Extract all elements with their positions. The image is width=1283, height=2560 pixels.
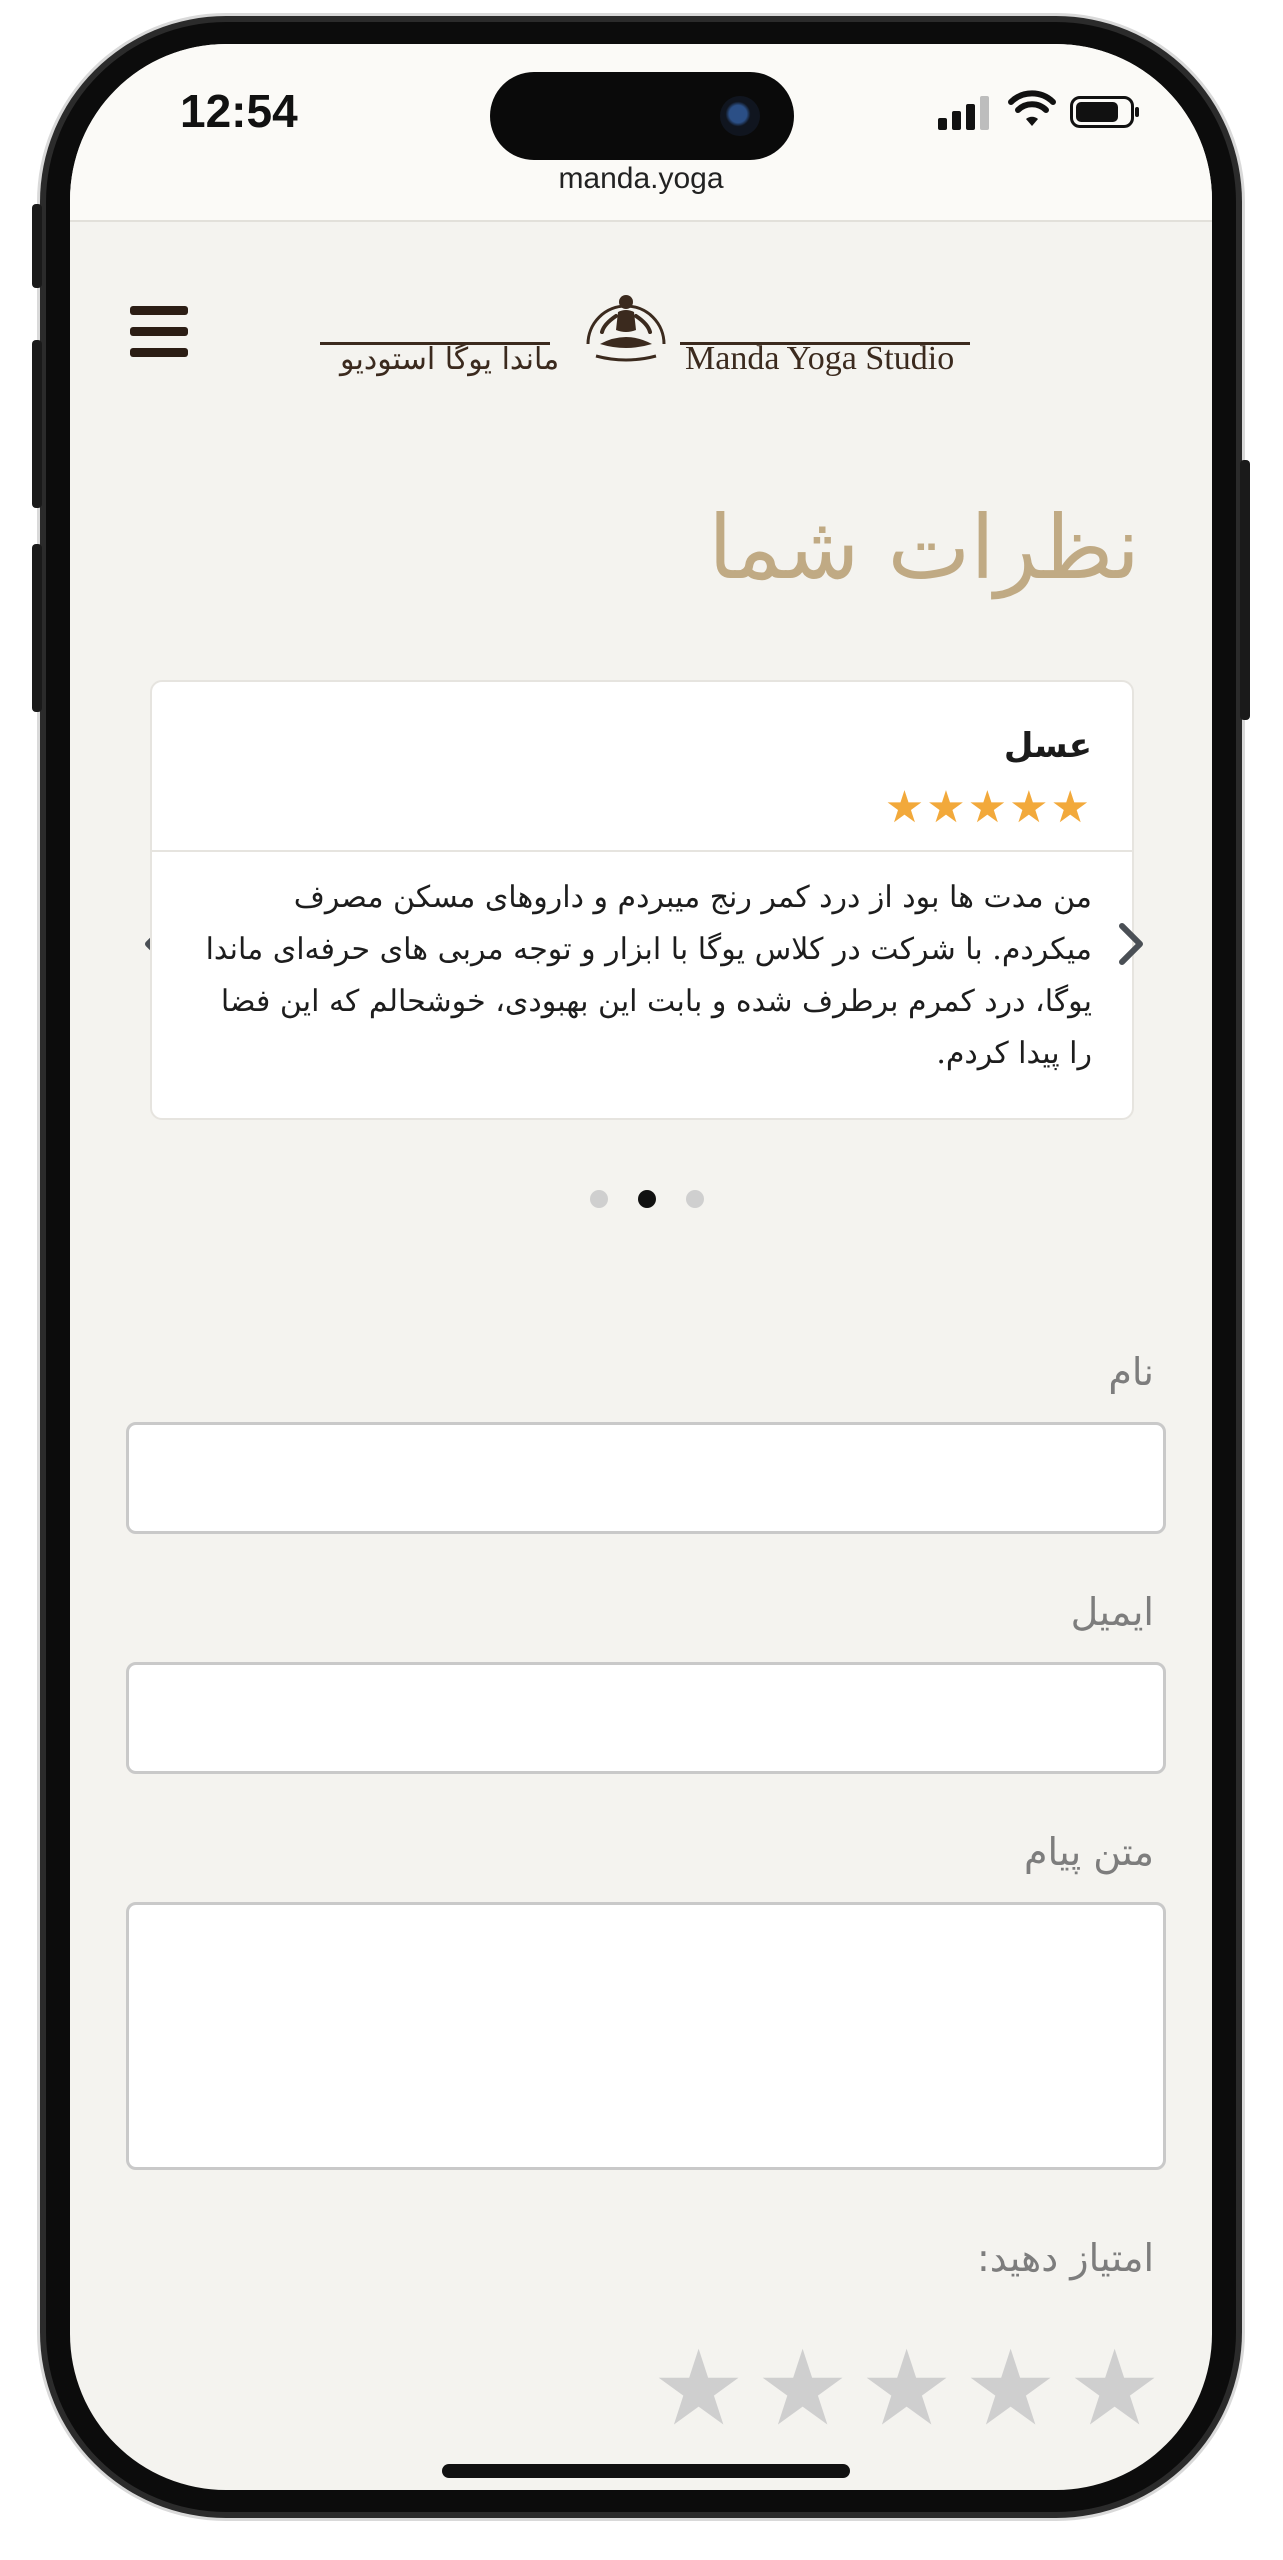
volume-down-button (32, 544, 42, 712)
rating-star-3-icon[interactable]: ★ (860, 2327, 954, 2449)
name-field-label: نام (1108, 1350, 1154, 1394)
review-author-name: عسل (1003, 726, 1092, 766)
cellular-signal-icon (938, 96, 992, 130)
carousel-dot-1[interactable] (590, 1190, 608, 1208)
rating-star-input (652, 2327, 1172, 2449)
dynamic-island (490, 72, 794, 160)
email-field-label: ایمیل (1070, 1590, 1154, 1634)
hamburger-menu-icon[interactable] (130, 306, 188, 358)
battery-icon (1070, 96, 1134, 128)
phone-screen (70, 44, 1212, 2490)
address-bar-divider (70, 220, 1212, 222)
site-logo[interactable] (320, 282, 970, 382)
chevron-right-icon[interactable] (1116, 922, 1146, 966)
name-field[interactable] (126, 1422, 1166, 1534)
carousel-dot-2[interactable] (638, 1190, 656, 1208)
status-time: 12:54 (180, 85, 298, 137)
review-text: من مدت ها بود از درد کمر رنج میبردم و داروهای مسکن مصرف میکردم. با شرکت در کلاس یوگا با ابزار و توجه مربی های حرفه‌ای ماندا یوگا، درد کمرم برطرف شده و بابت این بهبودی، خوشحالم که این فضا را پیدا کردم. (205, 880, 1092, 1071)
rating-label: امتیاز دهید: (976, 2236, 1154, 2280)
logo-text-persian: ماندا یوگا استودیو (340, 342, 560, 377)
power-button (1240, 460, 1250, 720)
meditating-figure-icon (582, 282, 670, 366)
volume-up-button (32, 340, 42, 508)
testimonials-title: نظرات شما (708, 496, 1140, 599)
address-bar-url[interactable]: manda.yoga (558, 162, 724, 195)
rating-star-2-icon[interactable]: ★ (756, 2327, 850, 2449)
rating-star-4-icon[interactable]: ★ (964, 2327, 1058, 2449)
logo-text-english: Manda Yoga Studio (685, 340, 955, 377)
email-field[interactable] (126, 1662, 1166, 1774)
action-button (32, 204, 42, 288)
rating-star-1-icon[interactable]: ★ (652, 2327, 746, 2449)
review-star-rating: ★★★★★ (884, 782, 1092, 833)
review-card-divider (152, 850, 1132, 852)
message-field[interactable] (126, 1902, 1166, 2170)
home-indicator[interactable] (442, 2464, 850, 2478)
carousel-pagination (590, 1190, 710, 1210)
wifi-icon (1008, 90, 1056, 130)
carousel-dot-3[interactable] (686, 1190, 704, 1208)
review-card (150, 680, 1134, 1120)
message-field-label: متن پیام (1024, 1830, 1154, 1874)
rating-star-5-icon[interactable]: ★ (1068, 2327, 1162, 2449)
front-camera (720, 96, 760, 136)
status-bar (70, 44, 1212, 220)
